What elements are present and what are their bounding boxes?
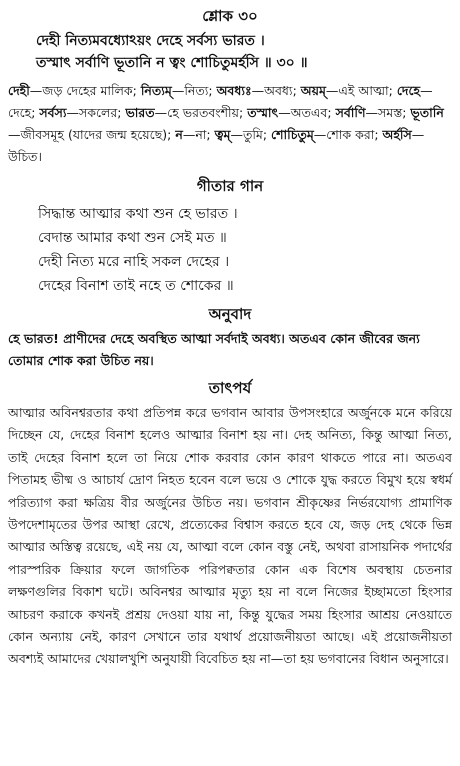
synonym-term: তস্মাৎ bbox=[247, 105, 279, 120]
verse-heading: শ্লোক ৩০ bbox=[202, 7, 258, 25]
synonym-meaning: উচিত bbox=[8, 149, 38, 164]
song-line-1: সিদ্ধান্ত আত্মার কথা শুন হে ভারত । bbox=[38, 206, 238, 222]
synonym-meaning: নিত্য bbox=[184, 83, 209, 98]
synonym-meaning: দেহে bbox=[8, 105, 32, 120]
synonym-term: সর্বস্য bbox=[39, 105, 67, 120]
song-verse bbox=[8, 202, 452, 298]
synonym-meaning: সমস্ত bbox=[378, 105, 403, 120]
synonym-term: দেহী bbox=[8, 83, 30, 98]
synonym-meaning: এই আত্মা bbox=[338, 83, 389, 98]
synonym-term: অর্হসি bbox=[382, 127, 412, 142]
verse-line-2: তস্মাৎ সর্বাণি ভূতানি ন ত্বং শোচিতুমর্হসি ॥ ৩০ ॥ bbox=[36, 55, 308, 71]
synonym-term: ভূতানি bbox=[410, 105, 444, 120]
synonym-meaning: সকলের bbox=[79, 105, 118, 120]
synonym-term: ত্বম্ bbox=[214, 127, 231, 142]
synonym-meaning: তুমি bbox=[242, 127, 263, 142]
synonym-meaning: অতএব bbox=[290, 105, 328, 120]
synonym-meaning: না bbox=[195, 127, 207, 142]
translation-heading: অনুবাদ bbox=[208, 305, 252, 323]
song-line-2: বেদান্ত আমার কথা শুন সেই মত ॥ bbox=[38, 230, 227, 246]
synonym-term: শোচিতুম্ bbox=[271, 127, 314, 142]
synonym-term: অবধ্যঃ bbox=[216, 83, 252, 98]
song-heading: গীতার গান bbox=[196, 177, 264, 195]
synonym-meaning: জড় দেহের মালিক bbox=[42, 83, 133, 98]
synonym-term: নিত্যম্ bbox=[140, 83, 172, 98]
purport-text: আত্মার অবিনশ্বরতার কথা প্রতিপন্ন করে ভগবান আবার উপসংহারে অর্জুনকে মনে করিয়ে দিচ্ছেন যে, দেহের বিনাশ হলেও আত্মার বিনাশ হয় না। দেহ অনিত্য, কিন্তু আত্মা নিত্য, তাই দেহের বিনাশ হলে তা নিয়ে শোক করবার কোন কারণ থাকতে পারে না। অতএব পিতামহ ভীষ্ম ও আচার্য দ্রোণ নিহত হবেন বলে ভয়ে ও শোকে যুদ্ধ করতে বিমুখ হয়ে স্বধর্ম পরিত্যাগ করা ক্ষত্রিয় বীর অর্জুনের উচিত নয়। ভগবান শ্রীকৃষ্ণের নির্ভরযোগ্য প্রামাণিক উপদেশামৃতের উপর আস্থা রেখে, প্রত্যেকের বিশ্বাস করতে হবে যে, জড় দেহ থেকে ভিন্ন আত্মার অস্তিত্ব রয়েছে, এই নয় যে, আত্মা বলে কোন বস্তু নেই, অথবা রাসায়নিক পদার্থের পারস্পরিক ক্রিয়ার ফলে জাগতিক পরিপক্বতার কোন এক বিশেষ অবস্থায় চেতনার লক্ষণগুলির বিকাশ ঘটে। অবিনশ্বর আত্মার মৃত্যু হয় না বলে নিজের ইচ্ছামতো হিংসার আচরণ করাকে কখনই প্রশ্রয় দেওয়া যায় না, কিন্তু যুদ্ধের সময় হিংসার আশ্রয় নেওয়াতে কোন অন্যায় নেই, কারণ সেখানে তার যথার্থ প্রয়োজনীয়তা আছে। এই প্রয়োজনীয়তা অবশ্যই আমাদের খেয়ালখুশি অনুযায়ী বিবেচিত হয় না—তা হয় ভগবানের বিধান অনুসারে। bbox=[8, 405, 452, 667]
translation-text: হে ভারত! প্রাণীদের দেহে অবস্থিত আত্মা সর্বদাই অবধ্য। অতএব কোন জীবের জন্য তোমার শোক করা উচিত নয়। bbox=[8, 331, 420, 368]
synonym-term: দেহে bbox=[396, 83, 421, 98]
sanskrit-verse bbox=[8, 30, 452, 74]
verse-line-1: দেহী নিত্যমবধ্যোঽয়ং দেহে সর্বস্য ভারত । bbox=[36, 33, 265, 49]
synonym-meaning: শোক করা bbox=[326, 127, 375, 142]
synonym-meaning: জীবসমূহ (যাদের জন্ম হয়েছে) bbox=[20, 127, 168, 142]
song-line-4: দেহের বিনাশ তাই নহে ত শোকের ॥ bbox=[38, 278, 234, 294]
synonym-term: অয়ম্ bbox=[300, 83, 326, 98]
synonym-meaning: হে ভরতবংশীয় bbox=[167, 105, 239, 120]
synonym-term: সর্বাণি bbox=[335, 105, 366, 120]
purport-heading: তাৎপর্য bbox=[208, 379, 252, 397]
song-line-3: দেহী নিত্য মরে নাহি সকল দেহের । bbox=[38, 254, 230, 270]
synonym-meaning: অবধ্য bbox=[264, 83, 293, 98]
word-synonyms: দেহী—জড় দেহের মালিক; নিত্যম্—নিত্য; অবধ্যঃ—অবধ্য; অয়ম্—এই আত্মা; দেহে—দেহে; সর্বস্য—সকলের; ভারত—হে ভরতবংশীয়; তস্মাৎ—অতএব; সর্বাণি—সমস্ত; ভূতানি—জীবসমূহ (যাদের জন্ম হয়েছে); ন—না; ত্বম্—তুমি; শোচিতুম্—শোক করা; অর্হসি—উচিত। bbox=[8, 83, 444, 164]
synonym-term: ন bbox=[175, 127, 183, 142]
synonym-term: ভারত bbox=[125, 105, 155, 120]
